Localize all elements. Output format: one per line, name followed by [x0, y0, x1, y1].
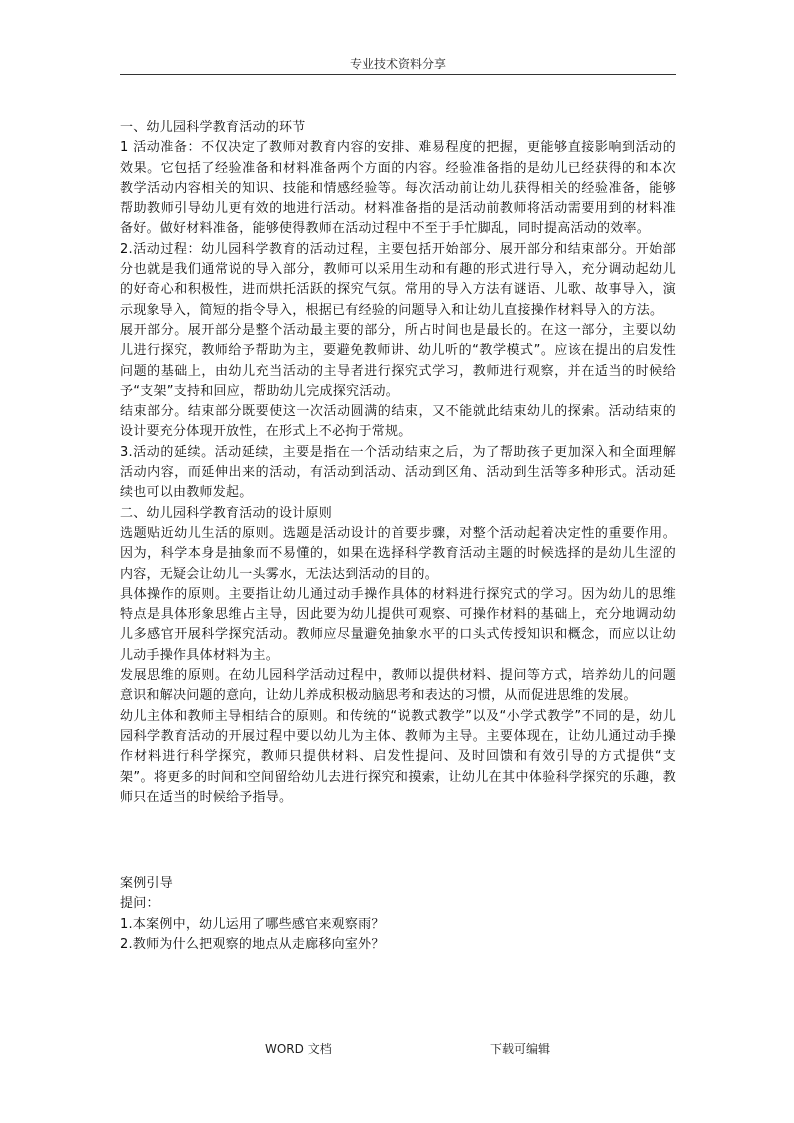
document-body: [120, 118, 676, 955]
paragraph-topic-principle: 选题贴近幼儿生活的原则。选题是活动设计的首要步骤，对整个活动起着决定性的重要作用。因为，科学本身是抽象而不易懂的，如果在选择科学教育活动主题的时候选择的是幼儿生涩的内容，无疑会让幼儿一头雾水，无法达到活动的目的。: [120, 525, 676, 582]
page-header: 专业技术资料分享: [349, 57, 446, 71]
paragraph-activity-process: 2.活动过程：幼儿园科学教育的活动过程，主要包括开始部分、展开部分和结束部分。开始部分也就是我们通常说的导入部分，教师可以采用生动和有趣的形式进行导入，充分调动起幼儿的好奇心和积极性，进而烘托活跃的探究气氛。常用的导入方法有谜语、儿歌、故事导入，演示现象导入，简短的指令导入，根据已有经验的问题导入和让幼儿直接操作材料导入的方法。: [120, 241, 676, 318]
footer-left-text: WORD 文档: [265, 1042, 332, 1056]
section-heading-2: 二、幼儿园科学教育活动的设计原则: [120, 505, 333, 521]
paragraph-development-part: 展开部分。展开部分是整个活动最主要的部分，所占时间也是最长的。在这一部分，主要以幼儿进行探究，教师给予帮助为主，要避免教师讲、幼儿听的“教学模式”。应该在提出的启发性问题的基础上，由幼儿充当活动的主导者进行探究式学习，教师进行观察，并在适当的时候给予“支架”支持和回应，帮助幼儿完成探究活动。: [120, 322, 676, 399]
paragraph-activity-preparation: 1 活动准备：不仅决定了教师对教育内容的安排、难易程度的把握，更能够直接影响到活动的效果。它包括了经验准备和材料准备两个方面的内容。经验准备指的是幼儿已经获得的和本次教学活动内容相关的知识、技能和情感经验等。每次活动前让幼儿获得相关的经验准备，能够帮助教师引导幼儿更有效的地进行活动。材料准备指的是活动前教师将活动需要用到的材料准备好。做好材料准备，能够使得教师在活动过程中不至于手忙脚乱，同时提高活动的效率。: [120, 140, 676, 237]
paragraph-operation-principle: 具体操作的原则。主要指让幼儿通过动手操作具体的材料进行探究式的学习。因为幼儿的思维特点是具体形象思维占主导，因此要为幼儿提供可观察、可操作材料的基础上，充分地调动幼儿多感官开展科学探究活动。教师应尽量避免抽象水平的口头式传授知识和概念，而应以让幼儿动手操作具体材料为主。: [120, 586, 676, 663]
paragraph-ending-part: 结束部分。结束部分既要使这一次活动圆满的结束，又不能就此结束幼儿的探索。活动结束的设计要充分体现开放性，在形式上不必拘于常规。: [120, 404, 676, 440]
paragraph-thinking-principle: 发展思维的原则。在幼儿园科学活动过程中，教师以提供材料、提问等方式，培养幼儿的问题意识和解决问题的意向，让幼儿养成积极动脑思考和表达的习惯，从而促进思维的发展。: [120, 668, 676, 704]
case-question-1: 1.本案例中，幼儿运用了哪些感官来观察雨？: [120, 916, 385, 932]
case-question-label: 提问：: [120, 896, 160, 912]
case-question-2: 2.教师为什么把观察的地点从走廊移向室外？: [120, 936, 385, 952]
blank-space: [120, 808, 676, 874]
footer-right-text: 下载可编辑: [490, 1042, 551, 1056]
section-heading-1: 一、幼儿园科学教育活动的环节: [120, 120, 306, 135]
header-divider: [120, 74, 676, 75]
paragraph-activity-extension: 3.活动的延续。活动延续，主要是指在一个活动结束之后，为了帮助孩子更加深入和全面理解活动内容，而延伸出来的活动，有活动到活动、活动到区角、活动到生活等多种形式。活动延续也可以由教师发起。: [120, 444, 676, 501]
paragraph-subject-principle: 幼儿主体和教师主导相结合的原则。和传统的“说教式教学”以及“小学式教学”不同的是，幼儿园科学教育活动的开展过程中要以幼儿为主体、教师为主导。主要体现在，让幼儿通过动手操作材料进行科学探究，教师只提供材料、启发性提问、及时回馈和有效引导的方式提供“支架”。将更多的时间和空间留给幼儿去进行探究和摸索，让幼儿在其中体验科学探究的乐趣，教师只在适当的时候给予指导。: [120, 708, 676, 805]
case-title: 案例引导: [120, 876, 174, 892]
